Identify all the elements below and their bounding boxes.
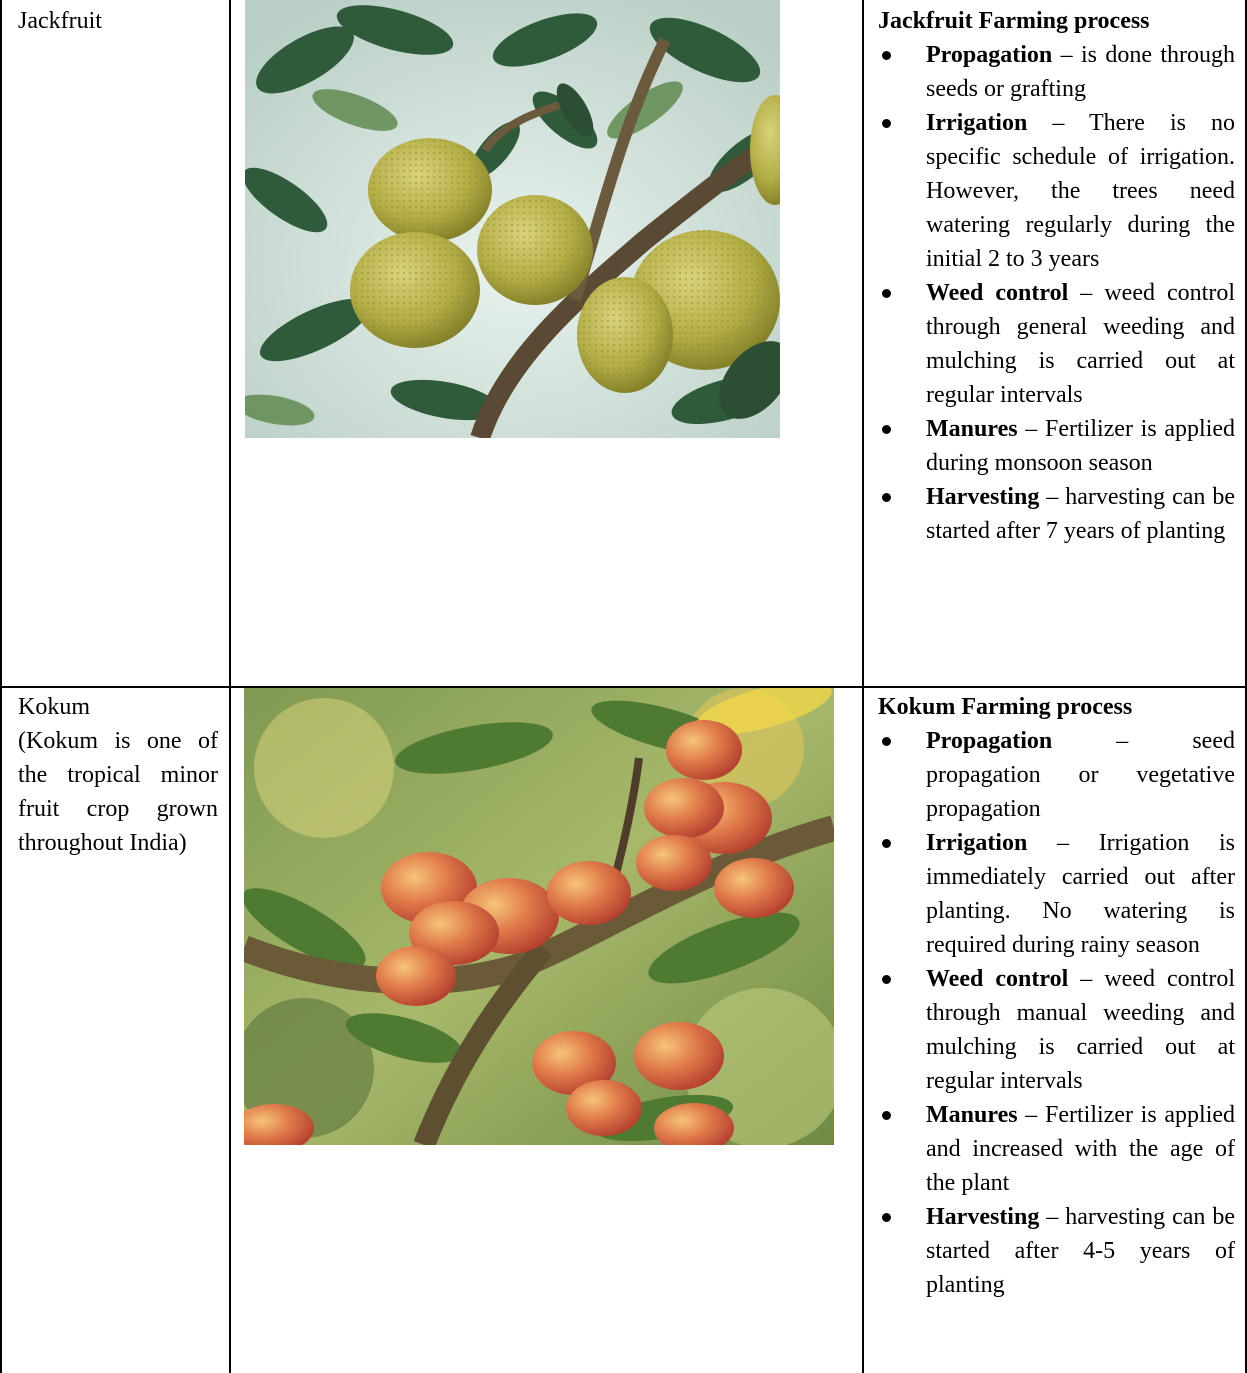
item-term: Irrigation	[926, 110, 1028, 136]
bullet-icon	[882, 1111, 891, 1120]
bullet-icon	[882, 119, 891, 128]
item-text: Irrigation is immediately carried out after planting. No watering is required during rainy season	[926, 830, 1236, 958]
item-text: weed control through manual weeding and mulching is carried out at regular intervals	[926, 966, 1235, 1094]
item-separator: –	[1039, 484, 1066, 510]
item-separator: –	[1027, 110, 1089, 136]
item-term: Weed control	[926, 280, 1069, 306]
list-item	[878, 724, 1235, 826]
list-item	[878, 276, 1235, 412]
item-term: Harvesting	[926, 1204, 1040, 1230]
list-item	[878, 826, 1235, 962]
item-term: Manures	[926, 416, 1018, 442]
fruit-name: Jackfruit	[18, 8, 102, 34]
item-separator: –	[1052, 728, 1193, 754]
item-term: Irrigation	[926, 830, 1028, 856]
list-item	[878, 412, 1235, 480]
item-separator: –	[1017, 416, 1045, 442]
item-separator: –	[1017, 1102, 1045, 1128]
item-text: seed propagation or vegetative propagation	[926, 728, 1235, 822]
process-title: Kokum Farming process	[878, 694, 1133, 720]
item-term: Weed control	[926, 966, 1069, 992]
kokum-process-cell	[878, 690, 1235, 1302]
fruit-name: Kokum	[18, 694, 90, 720]
list-item	[878, 1098, 1235, 1200]
bullet-icon	[882, 425, 891, 434]
list-item	[878, 962, 1235, 1098]
process-list	[878, 38, 1235, 548]
list-item	[878, 38, 1235, 106]
item-text: There is no specific schedule of irrigation. However, the trees need watering regularly during the initial 2 to 3 years	[926, 110, 1235, 272]
list-item	[878, 1200, 1235, 1302]
process-list	[878, 724, 1235, 1302]
item-separator: –	[1052, 42, 1081, 68]
fruit-name-cell	[18, 4, 218, 38]
bullet-icon	[882, 51, 891, 60]
item-separator: –	[1027, 830, 1099, 856]
bullet-icon	[882, 737, 891, 746]
fruit-name-cell	[18, 690, 218, 860]
bullet-icon	[882, 493, 891, 502]
fruit-note: (Kokum is one of the tropical minor fruit crop grown throughout India)	[18, 728, 218, 856]
item-term: Manures	[926, 1102, 1018, 1128]
item-text: Fertilizer is applied and increased with the age of the plant	[926, 1102, 1236, 1196]
kokum-photo	[244, 688, 834, 1145]
list-item	[878, 106, 1235, 276]
jackfruit-photo	[245, 0, 780, 438]
item-separator: –	[1039, 1204, 1066, 1230]
item-term: Propagation	[926, 728, 1053, 754]
item-text: is done through seeds or grafting	[926, 42, 1235, 102]
process-title: Jackfruit Farming process	[878, 8, 1150, 34]
list-item	[878, 480, 1235, 548]
item-text: harvesting can be started after 7 years of planting	[926, 484, 1235, 544]
item-text: harvesting can be started after 4-5 years of planting	[926, 1204, 1235, 1298]
item-separator: –	[1068, 280, 1105, 306]
bullet-icon	[882, 289, 891, 298]
jackfruit-process-cell	[878, 4, 1235, 548]
item-text: weed control through general weeding and mulching is carried out at regular intervals	[926, 280, 1235, 408]
item-term: Propagation	[926, 42, 1053, 68]
item-term: Harvesting	[926, 484, 1040, 510]
bullet-icon	[882, 839, 891, 848]
bullet-icon	[882, 975, 891, 984]
item-separator: –	[1068, 966, 1105, 992]
item-text: Fertilizer is applied during monsoon season	[926, 416, 1236, 476]
bullet-icon	[882, 1213, 891, 1222]
